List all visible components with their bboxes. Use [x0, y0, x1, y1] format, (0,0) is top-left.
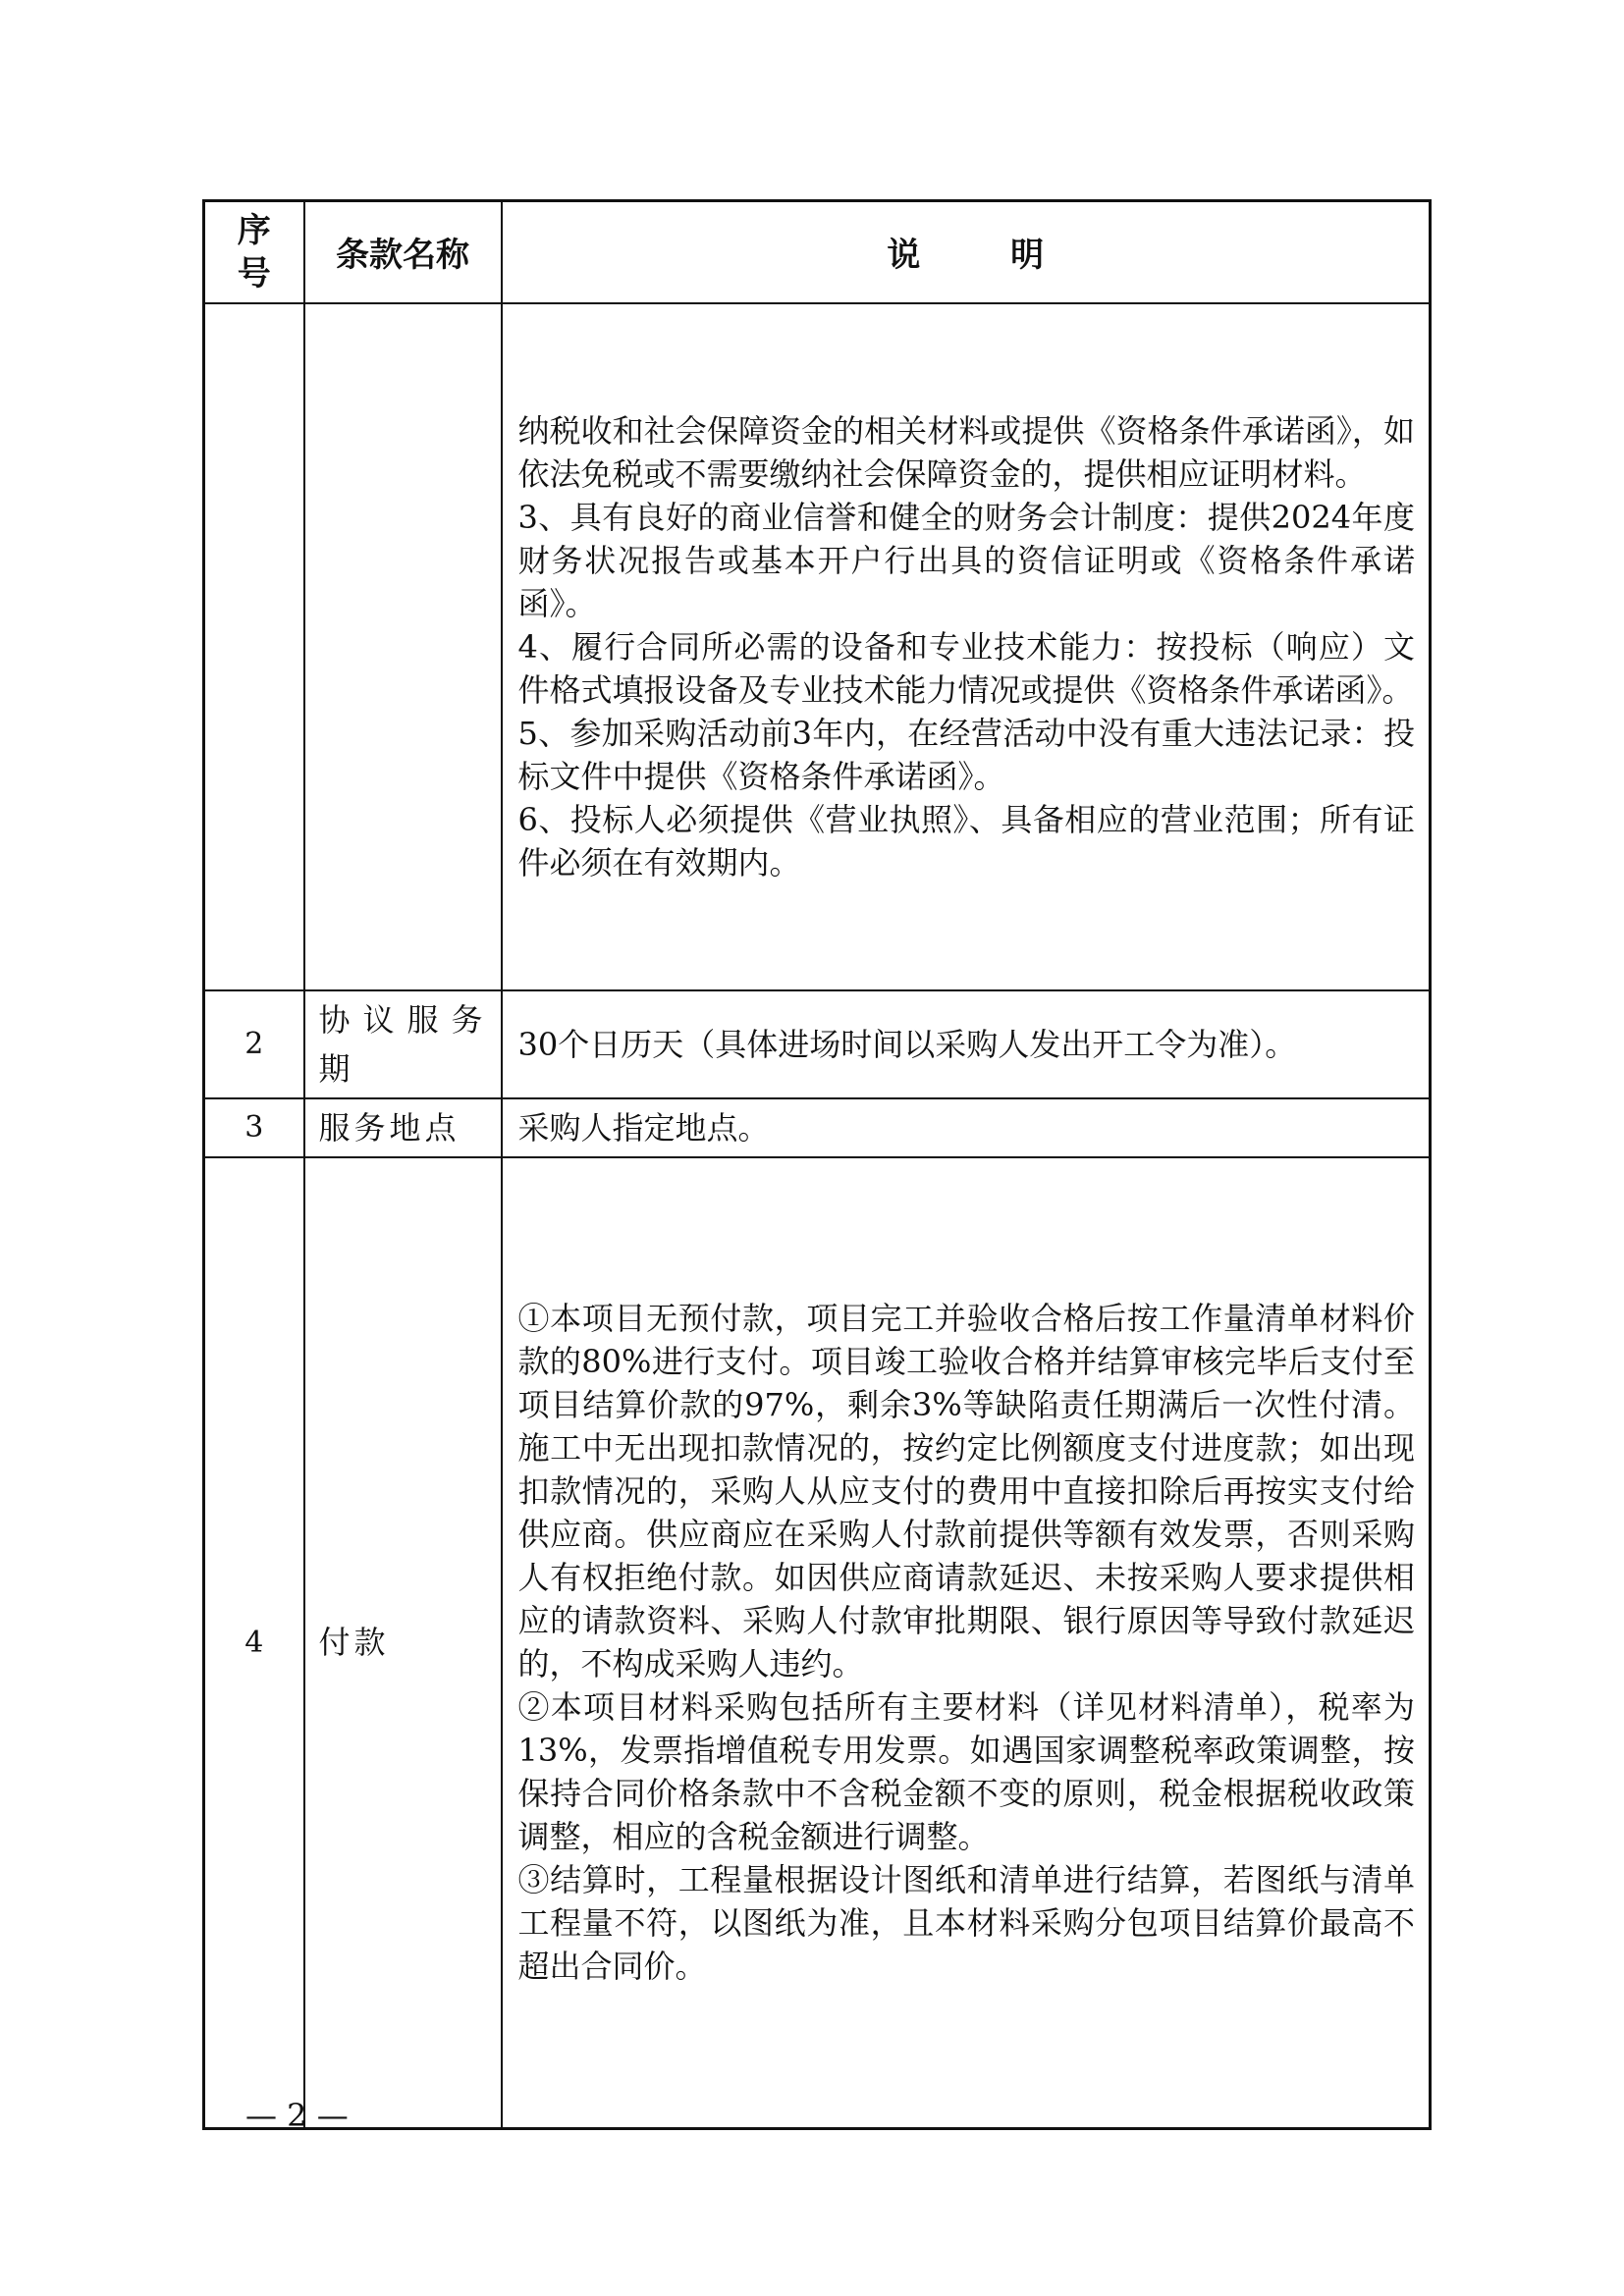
description-paragraph: 纳税收和社会保障资金的相关材料或提供《资格条件承诺函》，如依法免税或不需要缴纳社会保障资金的，提供相应证明材料。 — [517, 411, 1415, 493]
row-serial-number: 2 — [204, 990, 304, 1098]
row-description — [502, 990, 1431, 1098]
table-row — [204, 990, 1431, 1098]
table-row — [204, 1157, 1431, 2129]
row-serial-number — [204, 303, 304, 990]
description-paragraph: 30个日历天（具体进场时间以采购人发出开工令为准）。 — [517, 1025, 1297, 1063]
description-paragraph: 4、履行合同所必需的设备和专业技术能力：按投标（响应）文件格式填报设备及专业技术能力情况或提供《资格条件承诺函》。 — [517, 627, 1415, 709]
row-clause-name — [304, 303, 502, 990]
row-serial-number: 4 — [204, 1157, 304, 2129]
description-paragraph: ②本项目材料采购包括所有主要材料（详见材料清单），税率为13%，发票指增值税专用发票。如遇国家调整税率政策调整，按保持合同价格条款中不含税金额不变的原则，税金根据税收政策调整，相应的含税金额进行调整。 — [517, 1688, 1415, 1856]
terms-table — [202, 199, 1432, 2130]
description-paragraph: ③结算时，工程量根据设计图纸和清单进行结算，若图纸与清单工程量不符，以图纸为准，且本材料采购分包项目结算价最高不超出合同价。 — [517, 1861, 1415, 1986]
description-paragraph: 6、投标人必须提供《营业执照》、具备相应的营业范围；所有证件必须在有效期内。 — [517, 800, 1415, 881]
header-serial-char-2: 号 — [237, 253, 271, 294]
row-description — [502, 1157, 1431, 2129]
header-clause-name: 条款名称 — [304, 201, 502, 303]
header-serial-number — [204, 201, 304, 303]
table-header-row — [204, 201, 1431, 303]
header-serial-char-1: 序 — [237, 210, 271, 250]
row-description — [502, 303, 1431, 990]
row-clause-name: 服务地点 — [304, 1098, 502, 1157]
table-row — [204, 303, 1431, 990]
page-number: — 2 — — [245, 2097, 349, 2134]
row-description — [502, 1098, 1431, 1157]
description-paragraph: ①本项目无预付款，项目完工并验收合格后按工作量清单材料价款的80%进行支付。项目竣工验收合格并结算审核完毕后支付至项目结算价款的97%，剩余3%等缺陷责任期满后一次性付清。施工中无出现扣款情况的，按约定比例额度支付进度款；如出现扣款情况的，采购人从应支付的费用中直接扣除后再按实支付给供应商。供应商应在采购人付款前提供等额有效发票，否则采购人有权拒绝付款。如因供应商请款延迟、未按采购人要求提供相应的请款资料、采购人付款审批期限、银行原因等导致付款延迟的，不构成采购人违约。 — [517, 1300, 1415, 1683]
description-paragraph: 采购人指定地点。 — [517, 1108, 770, 1147]
row-clause-name: 付款 — [304, 1157, 502, 2129]
description-paragraph: 5、参加采购活动前3年内，在经营活动中没有重大违法记录：投标文件中提供《资格条件承诺函》。 — [517, 714, 1415, 795]
description-paragraph: 3、具有良好的商业信誉和健全的财务会计制度：提供2024年度财务状况报告或基本开户行出具的资信证明或《资格条件承诺函》。 — [517, 498, 1415, 622]
row-clause-name: 协议服务期 — [304, 990, 502, 1098]
row-serial-number: 3 — [204, 1098, 304, 1157]
header-description: 说 明 — [502, 201, 1431, 303]
table-row — [204, 1098, 1431, 1157]
